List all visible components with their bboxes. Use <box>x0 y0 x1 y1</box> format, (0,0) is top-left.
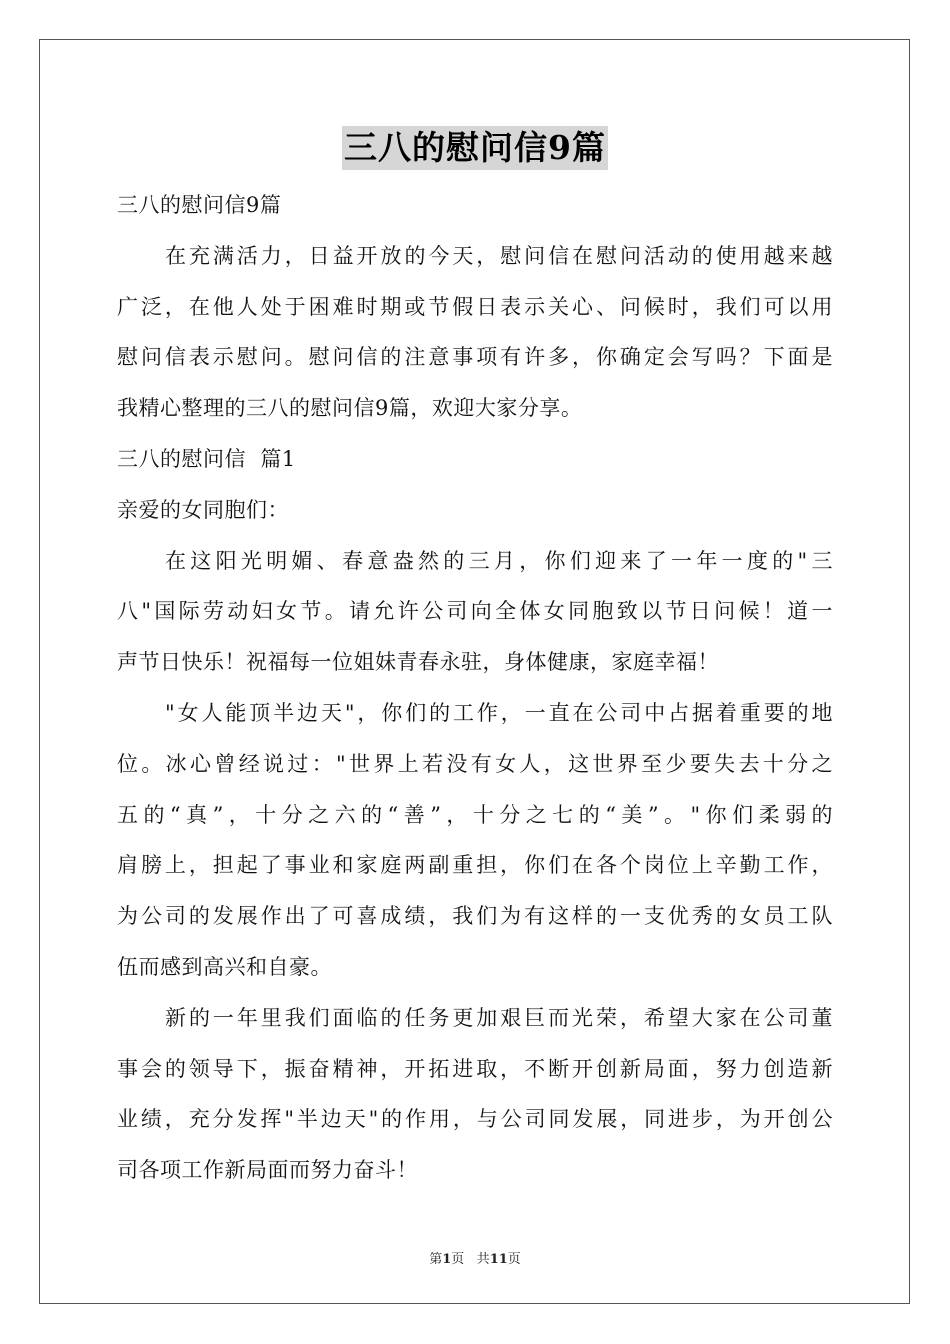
document-title: 三八的慰问信9篇 <box>342 126 608 170</box>
total-label-suffix: 页 <box>507 1252 521 1267</box>
intro-line: 我精心整理的三八的慰问信9篇，欢迎大家分享。 <box>117 396 583 421</box>
paragraph-line: 司各项工作新局面而努力奋斗！ <box>117 1158 418 1183</box>
salutation: 亲爱的女同胞们： <box>117 497 289 522</box>
paragraph-line: 声节日快乐！祝福每一位姐妹青春永驻，身体健康，家庭幸福！ <box>117 650 719 675</box>
paragraph-line: 八"国际劳动妇女节。请允许公司向全体女同胞致以节日问候！道一 <box>117 599 833 624</box>
paragraph-line: 肩膀上，担起了事业和家庭两副重担，你们在各个岗位上辛勤工作， <box>117 853 833 878</box>
section-heading: 三八的慰问信 篇1 <box>117 446 296 471</box>
document-body <box>117 180 833 1196</box>
page-label-suffix: 页 <box>451 1252 465 1267</box>
page-number: 1 <box>442 1252 452 1267</box>
total-label-prefix: 共 <box>476 1252 490 1267</box>
paragraph-line: 事会的领导下，振奋精神，开拓进取，不断开创新局面，努力创造新 <box>117 1056 833 1081</box>
paragraph-line: 伍而感到高兴和自豪。 <box>117 954 332 979</box>
page-footer <box>0 1248 950 1267</box>
intro-line: 慰问信表示慰问。慰问信的注意事项有许多，你确定会写吗？下面是 <box>117 345 833 370</box>
paragraph-line: 新的一年里我们面临的任务更加艰巨而光荣，希望大家在公司董 <box>165 1005 833 1030</box>
paragraph-line: 在这阳光明媚、春意盎然的三月，你们迎来了一年一度的"三 <box>165 548 833 573</box>
total-pages: 11 <box>489 1252 508 1267</box>
page-label-prefix: 第 <box>429 1252 443 1267</box>
paragraph-line: "女人能顶半边天"，你们的工作，一直在公司中占据着重要的地 <box>165 700 833 725</box>
paragraph-line: 业绩，充分发挥"半边天"的作用，与公司同发展，同进步，为开创公 <box>117 1107 833 1132</box>
subtitle-line: 三八的慰问信9篇 <box>117 193 282 217</box>
paragraph-line: 五的“真”，十分之六的“善”，十分之七的“美”。"你们柔弱的 <box>117 802 833 827</box>
paragraph-line: 位。冰心曾经说过："世界上若没有女人，这世界至少要失去十分之 <box>117 751 833 776</box>
paragraph-line: 为公司的发展作出了可喜成绩，我们为有这样的一支优秀的女员工队 <box>117 904 833 929</box>
title-container <box>0 126 950 170</box>
intro-line: 在充满活力，日益开放的今天，慰问信在慰问活动的使用越来越 <box>165 243 833 268</box>
intro-line: 广泛，在他人处于困难时期或节假日表示关心、问候时，我们可以用 <box>117 294 833 319</box>
